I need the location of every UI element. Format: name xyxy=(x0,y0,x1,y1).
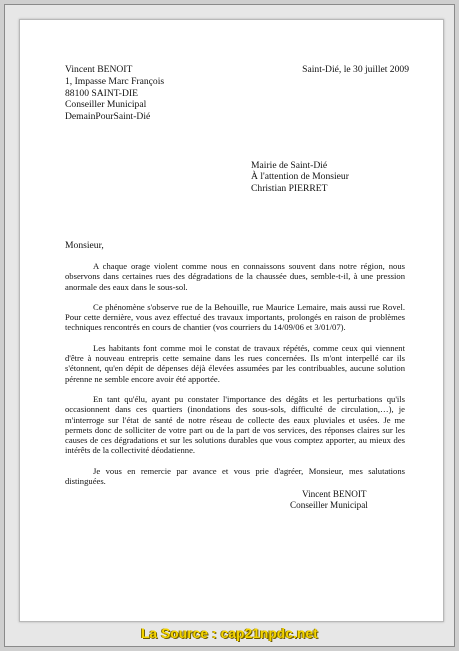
sender-name: Vincent BENOIT xyxy=(65,64,133,75)
document-frame xyxy=(4,4,455,647)
sender-role: Conseiller Municipal xyxy=(65,99,147,111)
sender-group: DemainPourSaint-Dié xyxy=(65,111,151,123)
signature-block xyxy=(290,489,368,511)
signature-name: Vincent BENOIT xyxy=(302,489,367,499)
paragraph-4: En tant qu'élu, ayant pu constater l'importance des dégâts et les perturbations qu'ils occasionnent dans ces quartiers (inondations des sous-sols, difficulté de circulation,…), je m'interroge sur l'état de santé de notre réseau de collecte des eaux pluviales et usées. Je me permets donc de solliciter de votre part ou de la part de vos services, des réponses claires sur les causes de ces dégradations et sur les solutions durables que vous comptez apporter, au mieux des intérêts de la collectivité déodatienne. xyxy=(65,393,405,456)
salutation: Monsieur, xyxy=(65,240,104,251)
letter-date: Saint-Dié, le 30 juillet 2009 xyxy=(302,64,409,75)
sender-address-line2: 88100 SAINT-DIE xyxy=(65,87,138,99)
sender-address-line1: 1, Impasse Marc François xyxy=(65,75,165,87)
paragraph-2: Ce phénomène s'observe rue de la Behouille, rue Maurice Lemaire, mais aussi rue Rovel. Pour cette dernière, vous avez effectué des travaux importants, prolongés en raison de problèmes techniques rencontrés en cours de chantier (vos courriers du 14/09/06 et 3/01/07). xyxy=(65,301,405,333)
recipient-line3: Christian PIERRET xyxy=(251,182,328,194)
recipient-line1: Mairie de Saint-Dié xyxy=(251,160,328,171)
recipient-block xyxy=(251,160,349,194)
source-watermark: La Source : cap21npdc.net xyxy=(141,626,318,641)
signature-role: Conseiller Municipal xyxy=(290,500,368,511)
paragraph-1: A chaque orage violent comme nous en connaissons souvent dans notre région, nous observons dans certaines rues des dégradations de la chaussée dues, semble-t-il, à une pression anormale des eaux dans le sous-sol. xyxy=(65,261,405,292)
paragraph-3: Les habitants font comme moi le constat de travaux répétés, comme ceux qui viennent d'être à nouveau entrepris cette semaine dans les rues concernées. Ils m'ont interpellé car ils s'étonnent, qu'en dépit de dépenses déjà élevées assumées par les contribuables, aucune solution pérenne ne semble encore avoir été apportée. xyxy=(65,342,405,384)
paragraph-5: Je vous en remercie par avance et vous prie d'agréer, Monsieur, mes salutations distinguées. xyxy=(65,465,405,487)
sender-block xyxy=(65,64,164,123)
recipient-line2: À l'attention de Monsieur xyxy=(251,171,349,183)
letter-page xyxy=(19,19,444,622)
letter-body xyxy=(65,261,405,486)
